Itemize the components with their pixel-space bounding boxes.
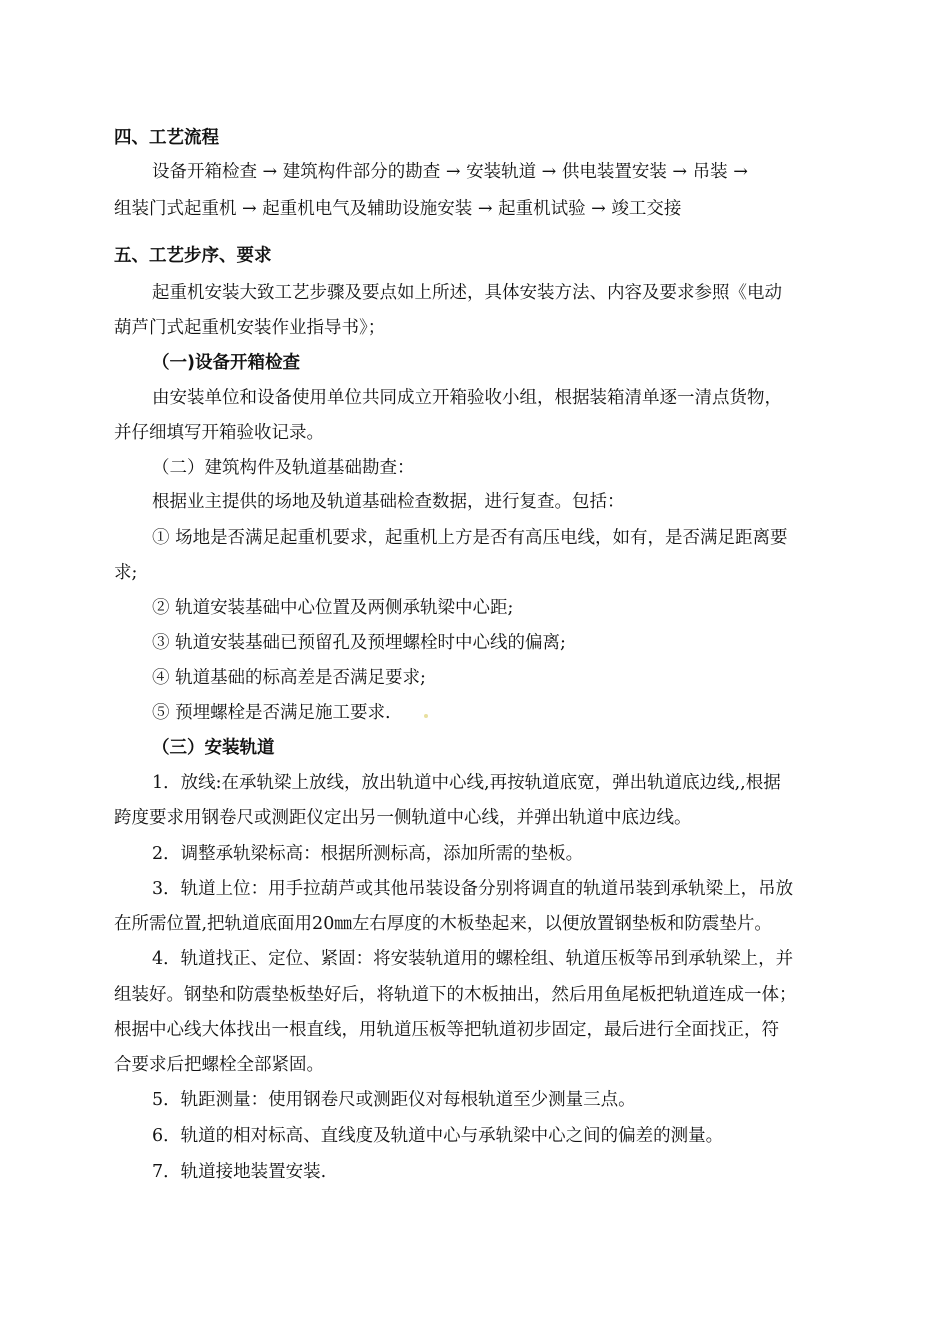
process-flow-line-1: 设备开箱检查 → 建筑构件部分的勘查 → 安装轨道 → 供电装置安装 → 吊装 →	[152, 162, 748, 182]
step-1-line-1: 1．放线:在承轨梁上放线，放出轨道中心线,再按轨道底宽，弹出轨道底边线,,根据	[152, 773, 781, 793]
step-4-line-2: 组装好。钢垫和防震垫板垫好后，将轨道下的木板抽出，然后用鱼尾板把轨道连成一体；	[114, 985, 797, 1005]
step-2: 2．调整承轨梁标高：根据所测标高，添加所需的垫板。	[152, 844, 584, 864]
check-item-3: ③ 轨道安装基础已预留孔及预埋螺栓时中心线的偏离;	[152, 633, 566, 653]
process-flow-line-2: 组装门式起重机 → 起重机电气及辅助设施安装 → 起重机试验 → 竣工交接	[114, 199, 682, 219]
check-item-1-line-2: 求;	[114, 563, 138, 583]
section-4-heading: 四、工艺流程	[114, 128, 219, 148]
subsection-1-line-2: 并仔细填写开箱验收记录。	[114, 423, 324, 443]
step-4-line-3: 根据中心线大体找出一根直线，用轨道压板等把轨道初步固定，最后进行全面找正，符	[114, 1020, 779, 1040]
step-3-line-2: 在所需位置,把轨道底面用20㎜左右厚度的木板垫起来，以便放置钢垫板和防震垫片。	[114, 914, 772, 934]
step-6: 6．轨道的相对标高、直线度及轨道中心与承轨梁中心之间的偏差的测量。	[152, 1126, 724, 1146]
subsection-1-heading: （一)设备开箱检查	[152, 353, 300, 373]
section-5-intro-line-2: 葫芦门式起重机安装作业指导书》；	[114, 318, 386, 338]
step-3-line-1: 3．轨道上位：用手拉葫芦或其他吊装设备分别将调直的轨道吊装到承轨梁上，吊放	[152, 879, 794, 899]
check-item-4: ④ 轨道基础的标高差是否满足要求;	[152, 668, 426, 688]
scan-speck	[424, 714, 428, 718]
subsection-2-intro: 根据业主提供的场地及轨道基础检查数据，进行复查。包括：	[152, 492, 625, 512]
section-5-heading: 五、工艺步序、要求	[114, 246, 272, 266]
section-5-intro-line-1: 起重机安装大致工艺步骤及要点如上所述，具体安装方法、内容及要求参照《电动	[152, 283, 782, 303]
subsection-1-line-1: 由安装单位和设备使用单位共同成立开箱验收小组，根据装箱清单逐一清点货物，	[152, 388, 782, 408]
step-4-line-1: 4．轨道找正、定位、紧固：将安装轨道用的螺栓组、轨道压板等吊到承轨梁上，并	[152, 949, 794, 969]
check-item-5: ⑤ 预埋螺栓是否满足施工要求.	[152, 703, 391, 723]
subsection-3-heading: （三）安装轨道	[152, 738, 275, 758]
step-5: 5．轨距测量：使用钢卷尺或测距仪对每根轨道至少测量三点。	[152, 1090, 636, 1110]
check-item-1-line-1: ① 场地是否满足起重机要求，起重机上方是否有高压电线，如有，是否满足距离要	[152, 528, 788, 548]
subsection-2-heading: （二）建筑构件及轨道基础勘查：	[152, 458, 415, 478]
step-7: 7．轨道接地装置安装.	[152, 1162, 327, 1182]
step-4-line-4: 合要求后把螺栓全部紧固。	[114, 1055, 324, 1075]
check-item-2: ② 轨道安装基础中心位置及两侧承轨梁中心距;	[152, 598, 514, 618]
step-1-line-2: 跨度要求用钢卷尺或测距仪定出另一侧轨道中心线，并弹出轨道中底边线。	[114, 808, 692, 828]
